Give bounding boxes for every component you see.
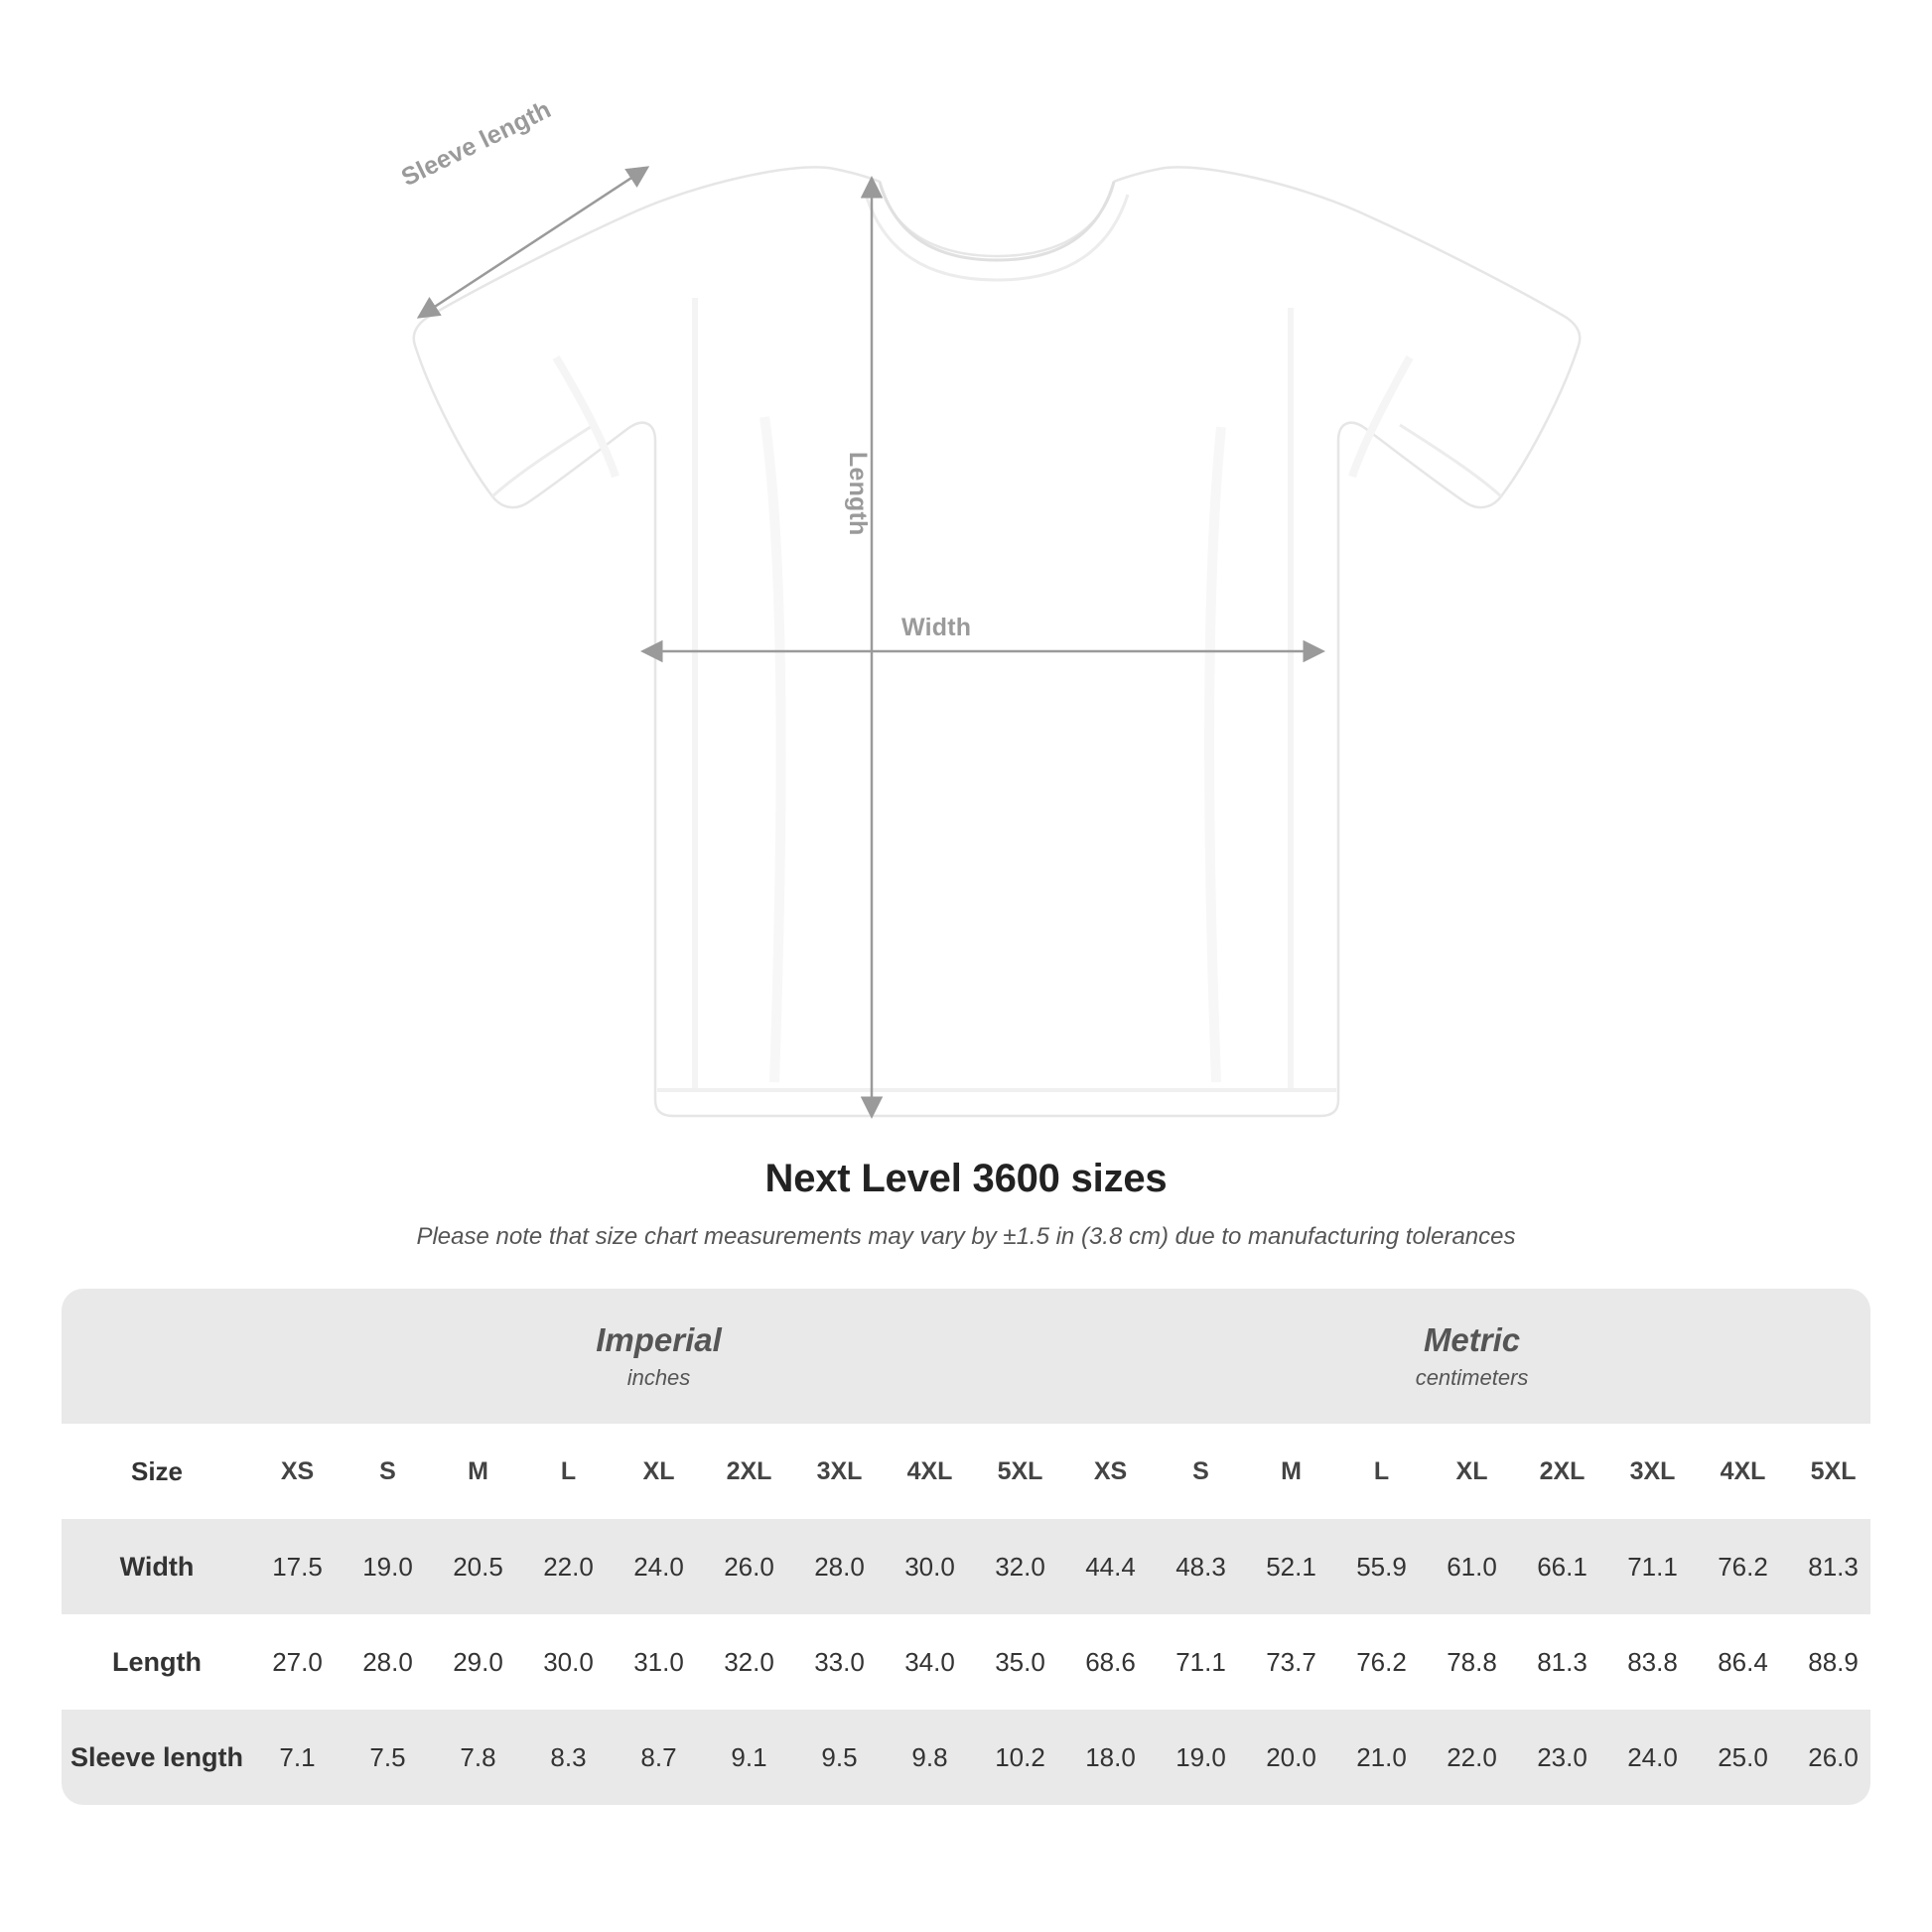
size-header-imperial-5xl: 5XL <box>975 1424 1065 1519</box>
size-header-metric-5xl: 5XL <box>1788 1424 1870 1519</box>
sleeve-imperial-3xl: 9.5 <box>794 1710 885 1805</box>
length-imperial-xl: 31.0 <box>614 1614 704 1710</box>
length-imperial-m: 29.0 <box>433 1614 523 1710</box>
length-label: Length <box>844 452 872 536</box>
width-metric-3xl: 71.1 <box>1607 1519 1698 1614</box>
width-imperial-2xl: 26.0 <box>704 1519 794 1614</box>
length-imperial-xs: 27.0 <box>252 1614 343 1710</box>
size-header-row <box>62 1424 1870 1519</box>
sleeve-imperial-4xl: 9.8 <box>885 1710 975 1805</box>
size-header-imperial-4xl: 4XL <box>885 1424 975 1519</box>
length-metric-4xl: 86.4 <box>1698 1614 1788 1710</box>
sleeve-imperial-l: 8.3 <box>523 1710 614 1805</box>
width-metric-5xl: 81.3 <box>1788 1519 1870 1614</box>
size-header-metric-4xl: 4XL <box>1698 1424 1788 1519</box>
unit-imperial-cell <box>252 1289 1065 1424</box>
table-row <box>62 1519 1870 1614</box>
width-metric-m: 52.1 <box>1246 1519 1336 1614</box>
size-header-metric-m: M <box>1246 1424 1336 1519</box>
sleeve-length-label: Sleeve length <box>397 95 556 193</box>
size-table <box>62 1289 1870 1805</box>
sleeve-metric-2xl: 23.0 <box>1517 1710 1607 1805</box>
sleeve-imperial-xs: 7.1 <box>252 1710 343 1805</box>
size-header-imperial-s: S <box>343 1424 433 1519</box>
row-label-sleeve-length: Sleeve length <box>62 1710 252 1805</box>
width-metric-xs: 44.4 <box>1065 1519 1156 1614</box>
length-imperial-s: 28.0 <box>343 1614 433 1710</box>
table-row <box>62 1710 1870 1805</box>
width-imperial-3xl: 28.0 <box>794 1519 885 1614</box>
width-imperial-xl: 24.0 <box>614 1519 704 1614</box>
size-header-imperial-xs: XS <box>252 1424 343 1519</box>
size-header-metric-3xl: 3XL <box>1607 1424 1698 1519</box>
length-metric-3xl: 83.8 <box>1607 1614 1698 1710</box>
length-metric-5xl: 88.9 <box>1788 1614 1870 1710</box>
width-imperial-m: 20.5 <box>433 1519 523 1614</box>
page-title: Next Level 3600 sizes <box>764 1157 1168 1200</box>
size-table-wrapper <box>62 1289 1870 1805</box>
size-header-metric-l: L <box>1336 1424 1427 1519</box>
unit-metric-cell <box>1065 1289 1870 1424</box>
size-header-imperial-m: M <box>433 1424 523 1519</box>
size-header-imperial-3xl: 3XL <box>794 1424 885 1519</box>
size-header-metric-xl: XL <box>1427 1424 1517 1519</box>
width-imperial-xs: 17.5 <box>252 1519 343 1614</box>
row-label-length: Length <box>62 1614 252 1710</box>
size-header-metric-s: S <box>1156 1424 1246 1519</box>
size-header-metric-2xl: 2XL <box>1517 1424 1607 1519</box>
unit-imperial-sub: inches <box>626 1364 691 1390</box>
sleeve-metric-l: 21.0 <box>1336 1710 1427 1805</box>
width-label: Width <box>901 614 972 641</box>
length-metric-s: 71.1 <box>1156 1614 1246 1710</box>
width-imperial-s: 19.0 <box>343 1519 433 1614</box>
sleeve-metric-5xl: 26.0 <box>1788 1710 1870 1805</box>
unit-header-row <box>62 1289 1870 1424</box>
row-label-width: Width <box>62 1519 252 1614</box>
sleeve-imperial-2xl: 9.1 <box>704 1710 794 1805</box>
tolerance-note: Please note that size chart measurements may vary by ±1.5 in (3.8 cm) due to manufacturing tolerances <box>416 1223 1516 1250</box>
width-metric-l: 55.9 <box>1336 1519 1427 1614</box>
sleeve-imperial-s: 7.5 <box>343 1710 433 1805</box>
size-header-metric-xs: XS <box>1065 1424 1156 1519</box>
sleeve-imperial-m: 7.8 <box>433 1710 523 1805</box>
sleeve-metric-xs: 18.0 <box>1065 1710 1156 1805</box>
sleeve-metric-4xl: 25.0 <box>1698 1710 1788 1805</box>
unit-imperial-name: Imperial <box>596 1321 722 1359</box>
length-metric-xs: 68.6 <box>1065 1614 1156 1710</box>
sleeve-imperial-xl: 8.7 <box>614 1710 704 1805</box>
unit-metric-name: Metric <box>1423 1321 1521 1359</box>
length-imperial-3xl: 33.0 <box>794 1614 885 1710</box>
title-block <box>0 1157 1932 1251</box>
length-metric-m: 73.7 <box>1246 1614 1336 1710</box>
length-imperial-4xl: 34.0 <box>885 1614 975 1710</box>
length-metric-l: 76.2 <box>1336 1614 1427 1710</box>
sleeve-metric-m: 20.0 <box>1246 1710 1336 1805</box>
width-metric-s: 48.3 <box>1156 1519 1246 1614</box>
unit-spacer-cell <box>62 1289 252 1424</box>
length-imperial-5xl: 35.0 <box>975 1614 1065 1710</box>
width-metric-xl: 61.0 <box>1427 1519 1517 1614</box>
sleeve-metric-3xl: 24.0 <box>1607 1710 1698 1805</box>
length-metric-xl: 78.8 <box>1427 1614 1517 1710</box>
length-imperial-l: 30.0 <box>523 1614 614 1710</box>
sleeve-imperial-5xl: 10.2 <box>975 1710 1065 1805</box>
size-header-imperial-l: L <box>523 1424 614 1519</box>
length-imperial-2xl: 32.0 <box>704 1614 794 1710</box>
width-metric-4xl: 76.2 <box>1698 1519 1788 1614</box>
size-header-imperial-2xl: 2XL <box>704 1424 794 1519</box>
size-header-imperial-xl: XL <box>614 1424 704 1519</box>
sleeve-metric-xl: 22.0 <box>1427 1710 1517 1805</box>
length-metric-2xl: 81.3 <box>1517 1614 1607 1710</box>
width-imperial-5xl: 32.0 <box>975 1519 1065 1614</box>
width-imperial-4xl: 30.0 <box>885 1519 975 1614</box>
unit-metric-sub: centimeters <box>1415 1364 1529 1390</box>
width-metric-2xl: 66.1 <box>1517 1519 1607 1614</box>
width-imperial-l: 22.0 <box>523 1519 614 1614</box>
sleeve-metric-s: 19.0 <box>1156 1710 1246 1805</box>
size-header-label: Size <box>62 1424 252 1519</box>
table-row <box>62 1614 1870 1710</box>
